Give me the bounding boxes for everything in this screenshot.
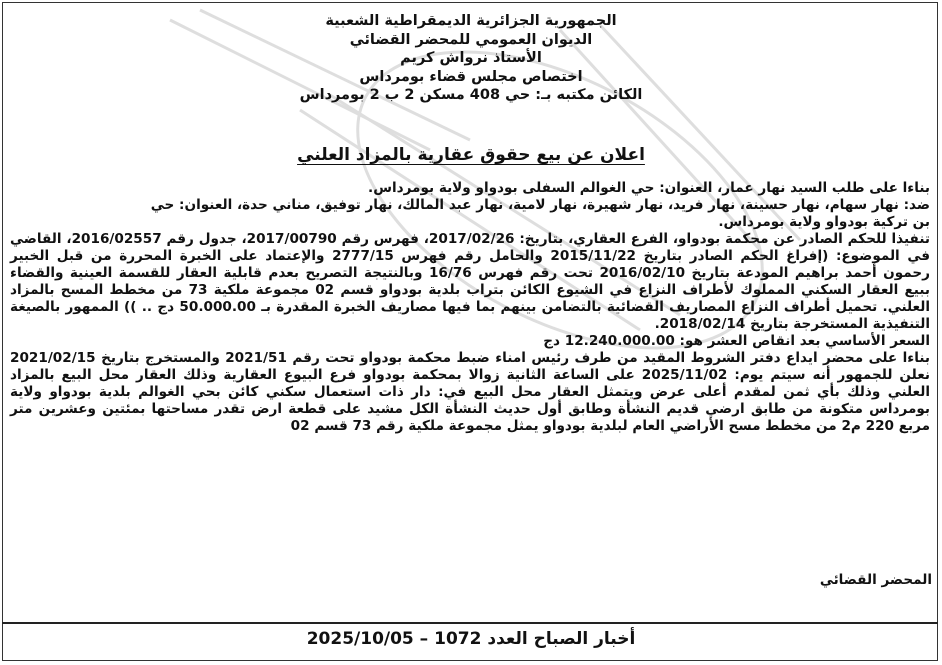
header-address: الكائن مكتبه بـ: حي 408 مسكن 2 ب 2 بومرداس (299, 87, 643, 103)
issuer-header (0, 12, 942, 105)
header-jurisdiction: اختصاص مجلس قضاء بومرداس (359, 68, 583, 85)
footer-publication: أخبار الصباح العدد 1072 – 2025/10/05 (306, 629, 636, 649)
body-sale-details: بناءا على محضر ايداع دفتر الشروط المقيد من طرف رئيس امناء ضبط محكمة بودواو تحت رقم 2021/51 والمستخرج بتاريخ 2021/02/15 نعلن للجمهور أنه سيتم يوم: 2025/11/02 على الساعة الثانية زوالا بمحكمة بودواو فرع البيوع العقارية وذلك العقار محل البيع بالمزاد العلني وذلك بأي ثمن لمقدم أعلى عرض ويتمثل العقار محل البيع في: دار ذات استعمال سكني كائن بحي الغوالم بلدية بودواو ولاية بومرداس متكونة من طابق ارضي قديم النشأة وطابق أول حديث النشأة الكل مشيد على قطعة ارض تقدر مساحتها بمئتين وعشرين متر مربع 220 م2 من مخطط مسح الأراضي العام لبلدية بودواو يمثل مجموعة ملكية رقم 73 قسم 02 (10, 350, 930, 434)
footer-divider (2, 622, 938, 624)
header-bailiff-name: الأستاذ نرواش كريم (400, 50, 542, 66)
body-defendants-address: بن تركية بودواو ولاية بومرداس. (718, 214, 930, 230)
header-country: الجمهورية الجزائرية الديمقراطية الشعبية (325, 13, 617, 29)
notice-title (0, 144, 942, 166)
body-plaintiff: بناءا على طلب السيد نهار عمار، العنوان: حي الغوالم السفلى بودواو ولاية بومرداس. (368, 180, 930, 196)
body-defendants: ضد: نهار سهام، نهار حسينة، نهار فريد، نهار شهيرة، نهار لامية، نهار عبد المالك، نهار توفيق، مناني حدة، العنوان: حي (150, 197, 930, 213)
notice-body (10, 180, 930, 435)
body-base-price: السعر الأساسي بعد انقاص العشر هو: 12.240.000.00 دج (543, 333, 930, 349)
body-judgment: تنفيذا للحكم الصادر عن محكمة بودواو، الفرع العقاري، بتاريخ: 2017/02/26، فهرس رقم 2017/00790، جدول رقم 2016/02557، القاضي في الموضوع: (إفراغ الحكم الصادر بتاريخ 2015/11/22 والحامل رقم فهرس 2777/15 والإعتماد على الخبرة المحررة من قبل الخبير رحمون أحمد براهيم المودعة بتاريخ 2016/02/10 تحت رقم فهرس 16/76 وبالنتيجة التصريح بعدم قابلية العقار للقسمة العينية والقضاء ببيع العقار السكني المملوك لأطراف النزاع في الشيوع الكائن بتراب بلدية بودواو قسم 02 مجموعة ملكية 73 من مخطط المسح بالمزاد العلني. تحميل أطراف النزاع المصاريف القضائية بالتضامن بينهم بما فيها مصاريف الخبرة المقدرة بـ 50.000.00 دج .. )) الممهور بالصيغة التنفيذية المستخرجة بتاريخ 2018/02/14. (10, 231, 930, 332)
notice-title-text: اعلان عن بيع حقوق عقارية بالمزاد العلني (297, 145, 645, 165)
signature: المحضر القضائي (819, 572, 932, 588)
header-office: الديوان العمومي للمحضر القضائي (349, 31, 593, 48)
